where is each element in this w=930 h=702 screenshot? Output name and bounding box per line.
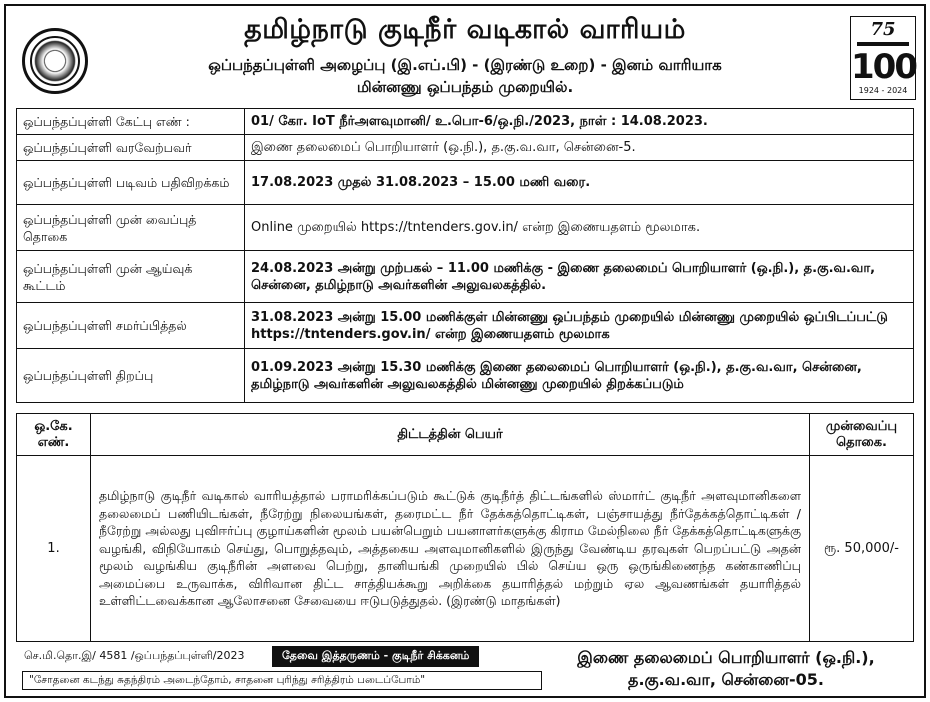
signatory-office: த.கு.வ.வா, சென்னை-05. <box>628 670 824 689</box>
info-row <box>17 349 914 403</box>
info-row <box>17 135 914 161</box>
info-label: ஒப்பந்தப்புள்ளி வரவேற்பவர் <box>17 135 245 161</box>
info-label: ஒப்பந்தப்புள்ளி கேட்பு எண் : <box>17 109 245 135</box>
work-row <box>17 456 914 642</box>
tender-notice <box>4 4 926 698</box>
motto-banner: "சோதனை கடந்து சுதந்திரம் அடைந்தோம், சாதனை புரிந்து சரித்திரம் படைப்போம்" <box>22 671 542 690</box>
tender-details-table <box>16 108 914 403</box>
info-value: 24.08.2023 அன்று முற்பகல் – 11.00 மணிக்கு - இணை தலைமைப் பொறியாளர் (ஒ.நி.), த.கு.வ.வா, சென்னை, தமிழ்நாடு அவர்களின் அலுவலகத்தில். <box>245 251 914 303</box>
work-details-table <box>16 413 914 642</box>
centenary-number: 100 <box>851 47 916 87</box>
info-row <box>17 161 914 205</box>
reference-number: செ.மி.தொ.இ/ 4581 /ஒப்பந்தப்புள்ளி/2023 <box>24 649 245 662</box>
work-header-row <box>17 414 914 456</box>
anniversary-number: 75 <box>870 19 896 40</box>
info-value: 31.08.2023 அன்று 15.00 மணிக்குள் மின்னணு ஒப்பந்தம் முறையில் மின்னணு முறையில் ஒப்பிடப்பட்டு https://tntenders.gov.in/ என்ற இணையதளம் மூலமாக <box>245 303 914 349</box>
water-saving-slogan: தேவை இத்தருணம் - குடிநீர் சிக்கனம் <box>272 646 479 667</box>
info-label: ஒப்பந்தப்புள்ளி சமர்ப்பித்தல் <box>17 303 245 349</box>
notice-subtitle <box>96 54 834 98</box>
info-row <box>17 303 914 349</box>
twad-board-emblem <box>22 28 88 94</box>
info-label: ஒப்பந்தப்புள்ளி முன் ஆய்வுக் கூட்டம் <box>17 251 245 303</box>
subtitle-line-2: மின்னணு ஒப்பந்தம் முறையில். <box>356 78 574 96</box>
board-title: தமிழ்நாடு குடிநீர் வடிகால் வாரியம் <box>244 14 686 45</box>
col-work-name-header: திட்டத்தின் பெயர் <box>91 414 810 456</box>
info-value: Online முறையில் https://tntenders.gov.in/ என்ற இணையதளம் மூலமாக. <box>245 205 914 251</box>
notice-footer <box>16 645 914 695</box>
centenary-years: 1924 - 2024 <box>858 86 908 95</box>
col-emd-header: முன்வைப்பு தொகை. <box>810 414 914 456</box>
info-value: 17.08.2023 முதல் 31.08.2023 – 15.00 மணி வரை. <box>245 161 914 205</box>
info-label: ஒப்பந்தப்புள்ளி திறப்பு <box>17 349 245 403</box>
notice-header <box>6 6 924 106</box>
info-label: ஒப்பந்தப்புள்ளி படிவம் பதிவிறக்கம் <box>17 161 245 205</box>
info-label: ஒப்பந்தப்புள்ளி முன் வைப்புத் தொகை <box>17 205 245 251</box>
signatory-designation: இணை தலைமைப் பொறியாளர் (ஒ.நி.), <box>577 648 875 667</box>
info-row <box>17 251 914 303</box>
info-value: இணை தலைமைப் பொறியாளர் (ஒ.நி.), த.கு.வ.வா, சென்னை-5. <box>245 135 914 161</box>
signatory-block <box>546 647 906 691</box>
work-serial: 1. <box>17 456 91 642</box>
info-row <box>17 109 914 135</box>
info-value: 01.09.2023 அன்று 15.30 மணிக்கு இணை தலைமைப் பொறியாளர் (ஒ.நி.), த.கு.வ.வா, சென்னை, தமிழ்நாடு அவர்களின் அலுவலகத்தில் மின்னணு முறையில் திறக்கப்படும் <box>245 349 914 403</box>
info-value: 01/ கோ. IoT நீர்அளவுமானி/ உ.பொ-6/ஒ.நி./2023, நாள் : 14.08.2023. <box>245 109 914 135</box>
work-emd-amount: ரூ. 50,000/- <box>810 456 914 642</box>
subtitle-line-1: ஒப்பந்தப்புள்ளி அழைப்பு (இ.எப்.பி) - (இரண்டு உறை) - இனம் வாரியாக <box>208 56 722 74</box>
work-description: தமிழ்நாடு குடிநீர் வடிகால் வாரியத்தால் பராமரிக்கப்படும் கூட்டுக் குடிநீர்த் திட்டங்களில் ஸ்மார்ட் குடிநீர் அளவுமானிகளை தலைமைப் பணியிடங்கள், நீரேற்று நிலையங்கள், தரைமட்ட நீர் தேக்கத்தொட்டிகள், பஞ்சாயத்து நீர்தேக்கத்தொட்டிகள் / நீரேற்று அல்லது புவிஈர்ப்பு குழாய்களின் மூலம் பயன்பெறும் பயனாளர்களுக்கு கிராம மேல்நிலை நீர் தேக்கத்தொட்டிகளுக்கு வழங்கி, விநியோகம் செய்து, பொறுத்தவும், அத்தகைய அளவுமானிகளில் இருந்து வேண்டிய தரவுகள் பெறப்பட்டு அதன் மூலம் வழங்கிய குடிநீரின் அளவை பெற்று, தானியங்கி முறையில் பில் செய்ய ஒரு ஒருங்கிணைந்த கண்காணிப்பு அமைப்பை உருவாக்க, விரிவான திட்ட சாத்தியக்கூறு அறிக்கை தயாரித்தல் மற்றும் ஏல ஆவணங்கள் தயாரித்தல் உள்ளிட்டவைக்கான ஆலோசனை சேவையை ஈடுபடுத்துதல். (இரண்டு மாதங்கள்) <box>91 456 810 642</box>
info-row <box>17 205 914 251</box>
col-serial-header: ஒ.கே. எண். <box>17 414 91 456</box>
centenary-logo <box>850 16 916 100</box>
